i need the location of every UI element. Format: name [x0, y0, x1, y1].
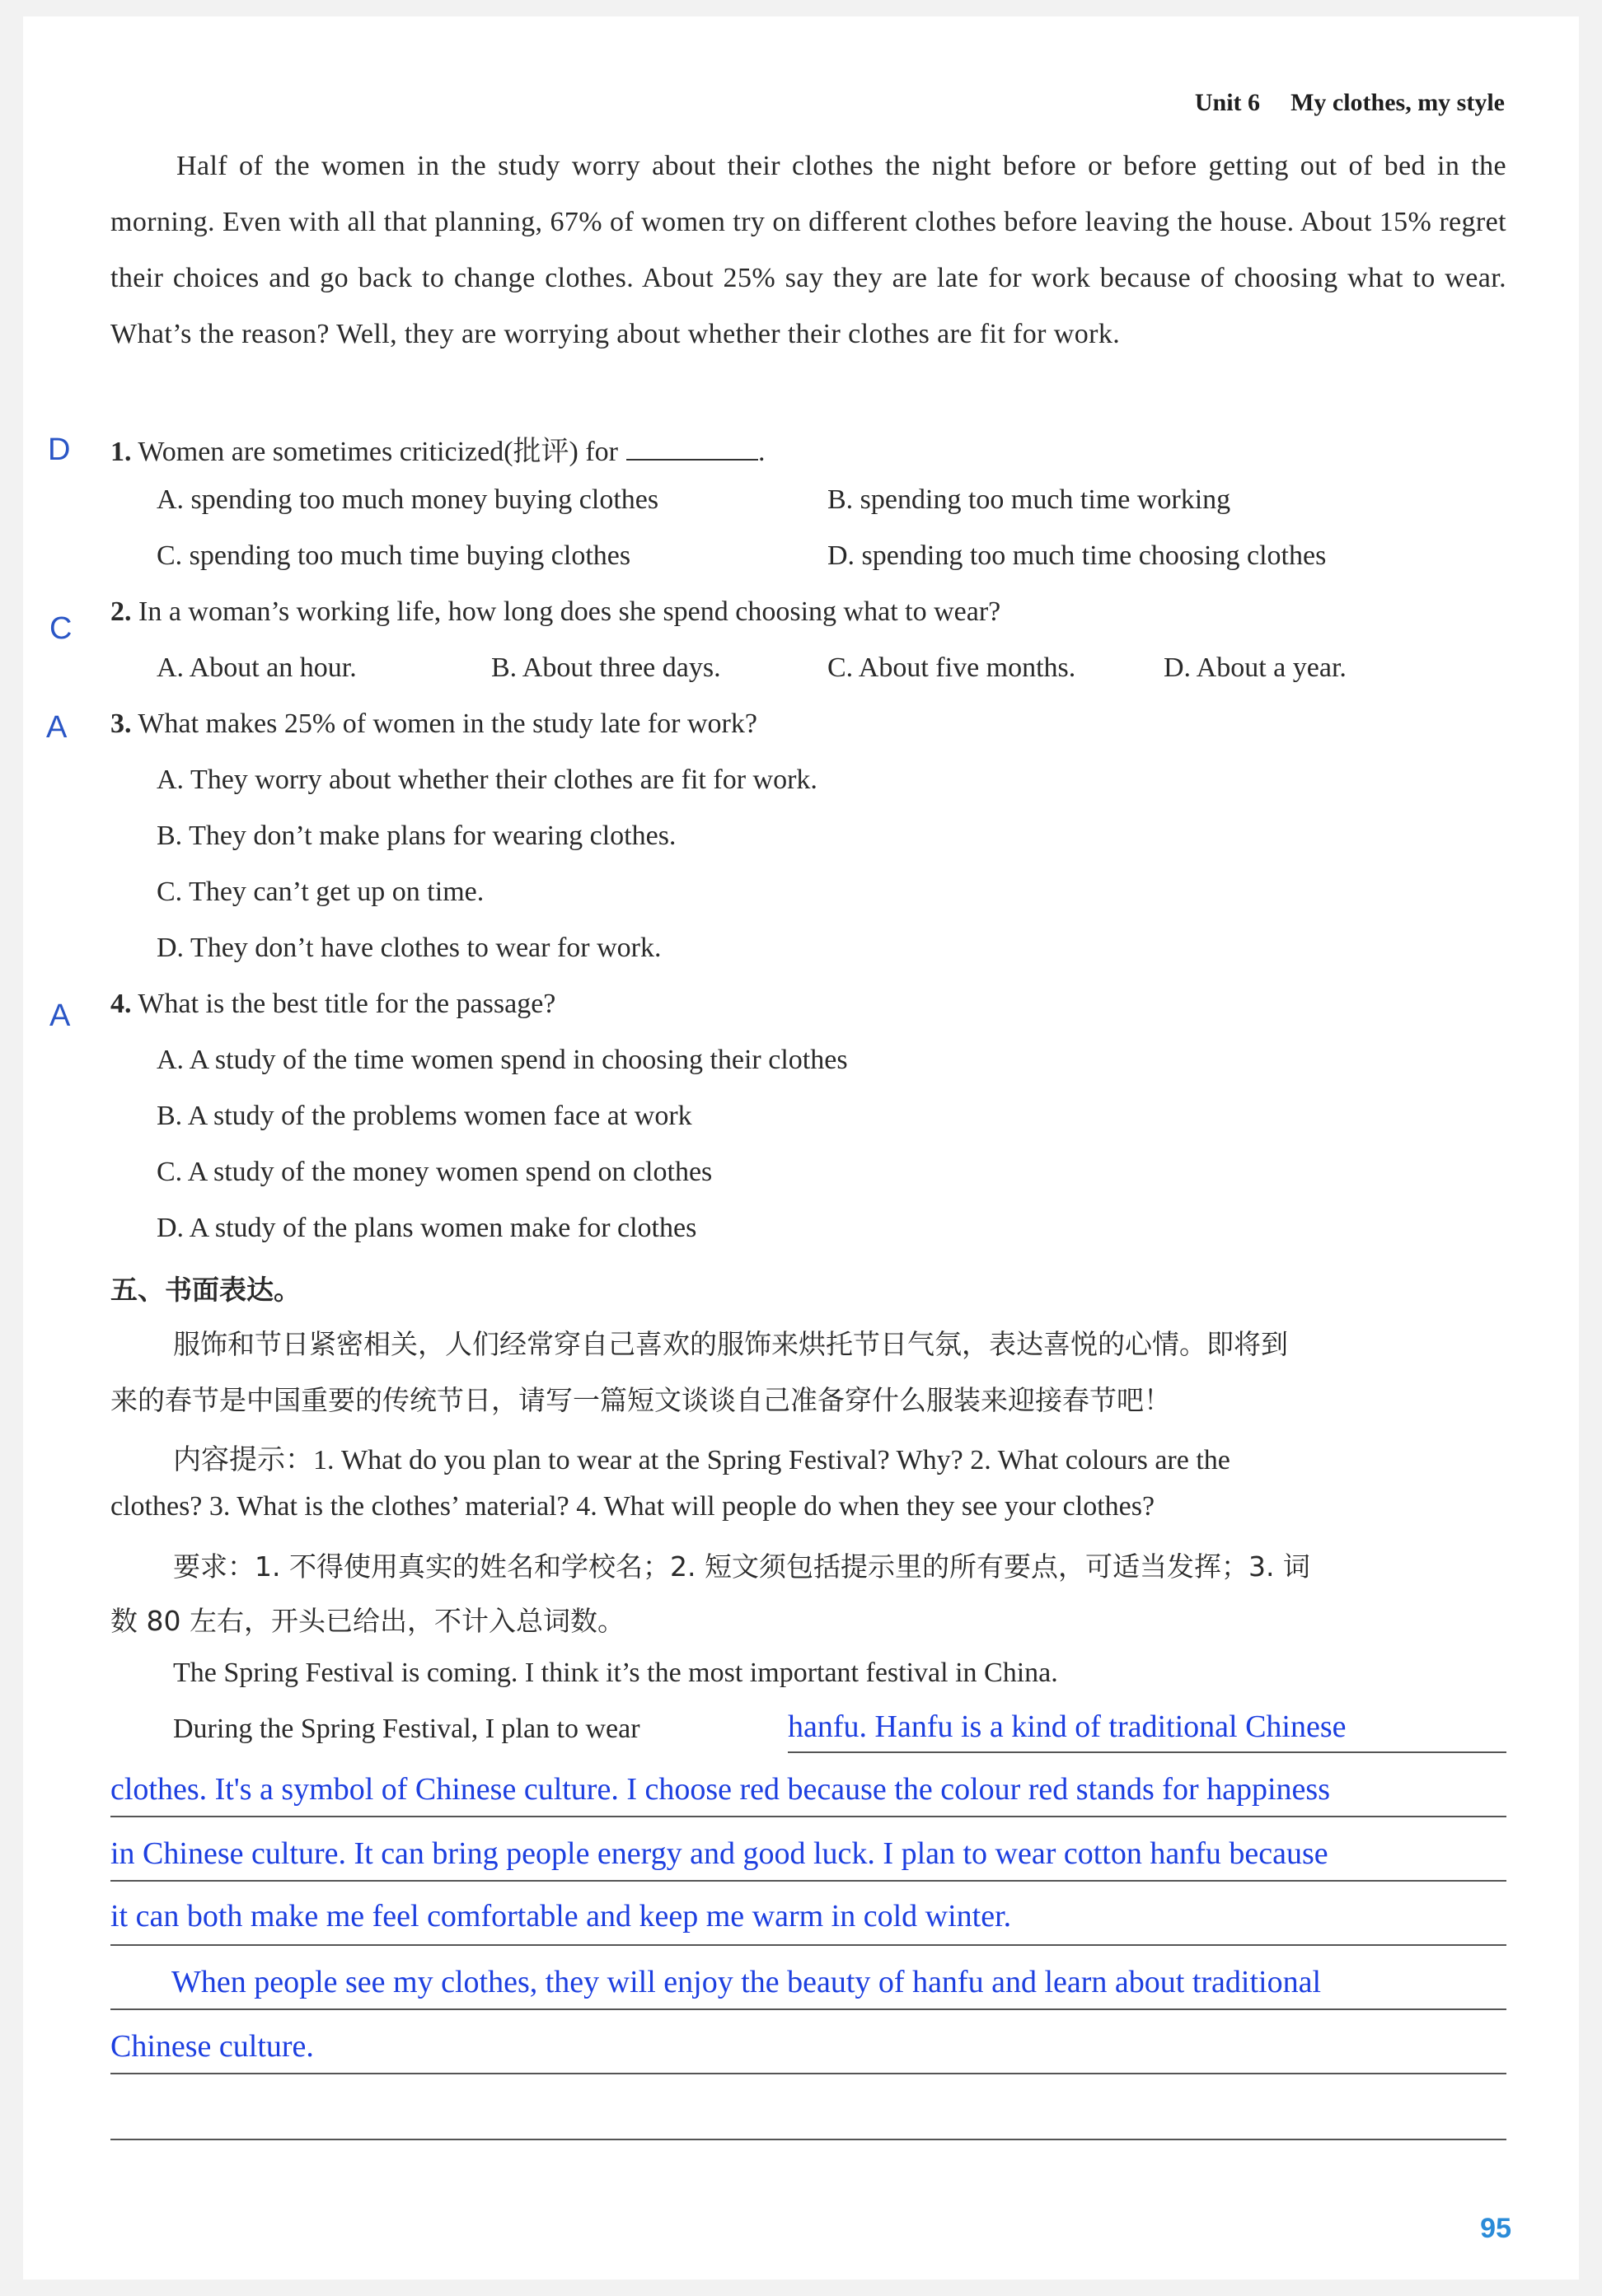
handwriting-line-5: When people see my clothes, they will enjoy the beauty of hanfu and learn about traditional [171, 1965, 1321, 1999]
answer-mark-1: D [48, 433, 71, 467]
handwriting-line-3: in Chinese culture. It can bring people energy and good luck. I plan to wear cotton hanfu because [110, 1836, 1328, 1871]
option-1a: A. spending too much money buying clothes [157, 484, 659, 515]
writing-rule [110, 2139, 1506, 2140]
section-heading: 五、书面表达。 [110, 1274, 301, 1306]
given-opening-line2: During the Spring Festival, I plan to wear [173, 1714, 640, 1744]
question-stem: In a woman’s working life, how long does she spend choosing what to wear? [138, 596, 1001, 627]
writing-hint-line1: 内容提示：1. What do you plan to wear at the Spring Festival? Why? 2. What colours are the [173, 1445, 1230, 1475]
question-stem-end: . [758, 437, 766, 467]
answer-blank [626, 434, 758, 461]
option-1b: B. spending too much time working [827, 484, 1231, 515]
option-2b: B. About three days. [491, 652, 721, 683]
option-4c: C. A study of the money women spend on clothes [157, 1157, 713, 1187]
writing-intro-line2: 来的春节是中国重要的传统节日，请写一篇短文谈谈自己准备穿什么服装来迎接春节吧！ [110, 1384, 1171, 1416]
option-2d: D. About a year. [1164, 652, 1347, 683]
writing-requirement-line1: 要求：1. 不得使用真实的姓名和学校名；2. 短文须包括提示里的所有要点，可适当发挥；3. 词 [173, 1550, 1310, 1583]
option-1d: D. spending too much time choosing clothes [827, 540, 1327, 571]
handwriting-line-2: clothes. It's a symbol of Chinese culture. I choose red because the colour red stands for happiness [110, 1772, 1330, 1807]
option-3a: A. They worry about whether their clothes are fit for work. [157, 765, 817, 795]
writing-rule [788, 1751, 1506, 1753]
answer-mark-2: C [49, 611, 73, 646]
question-number: 4. [110, 989, 132, 1019]
option-2c: C. About five months. [827, 652, 1076, 683]
page-number: 95 [1480, 2213, 1511, 2244]
answer-mark-3: A [46, 710, 68, 745]
question-1 [110, 428, 766, 469]
passage-text: Half of the women in the study worry about their clothes the night before or before getting out of bed in the morning. Even with all that planning, 67% of women try on different clothes before leaving the house. About 15% regret their choices and go back to change clothes. About 25% say they are late for work because of choosing what to wear. What’s the reason? Well, they are worrying about whether their clothes are fit for work. [110, 151, 1506, 349]
option-3d: D. They don’t have clothes to wear for work. [157, 933, 662, 963]
reading-passage [110, 138, 1506, 362]
option-1c: C. spending too much time buying clothes [157, 540, 631, 571]
writing-rule [110, 1816, 1506, 1817]
option-4b: B. A study of the problems women face at work [157, 1101, 692, 1131]
question-4 [110, 989, 555, 1020]
question-stem: Women are sometimes criticized(批评) for [138, 437, 618, 467]
question-number: 1. [110, 437, 132, 467]
question-number: 2. [110, 596, 132, 627]
handwriting-line-4: it can both make me feel comfortable and keep me warm in cold winter. [110, 1899, 1012, 1934]
question-stem: What is the best title for the passage? [138, 989, 556, 1019]
given-opening-line1: The Spring Festival is coming. I think it’s the most important festival in China. [173, 1658, 1058, 1688]
option-3b: B. They don’t make plans for wearing clothes. [157, 821, 677, 851]
writing-hint-line2: clothes? 3. What is the clothes’ material? 4. What will people do when they see your clothes? [110, 1491, 1155, 1522]
option-3c: C. They can’t get up on time. [157, 877, 485, 907]
writing-rule [110, 1944, 1506, 1946]
handwriting-line-1: hanfu. Hanfu is a kind of traditional Chinese [788, 1709, 1347, 1744]
writing-rule [110, 1880, 1506, 1882]
question-stem: What makes 25% of women in the study late for work? [138, 708, 757, 739]
running-header [1195, 89, 1505, 117]
writing-rule [110, 2073, 1506, 2074]
answer-mark-4: A [49, 998, 71, 1033]
option-4d: D. A study of the plans women make for clothes [157, 1213, 697, 1243]
writing-requirement-line2: 数 80 左右，开头已给出，不计入总词数。 [110, 1605, 625, 1637]
header-unit: Unit 6 [1194, 89, 1261, 116]
writing-rule [110, 2008, 1506, 2010]
option-2a: A. About an hour. [157, 652, 357, 683]
handwriting-line-6: Chinese culture. [110, 2029, 314, 2064]
question-3 [110, 708, 757, 740]
header-title: My clothes, my style [1290, 89, 1505, 116]
option-4a: A. A study of the time women spend in choosing their clothes [157, 1045, 848, 1075]
question-number: 3. [110, 708, 132, 739]
writing-intro-line1: 服饰和节日紧密相关，人们经常穿自己喜欢的服饰来烘托节日气氛，表达喜悦的心情。即将到 [173, 1328, 1288, 1360]
question-2 [110, 596, 1000, 628]
